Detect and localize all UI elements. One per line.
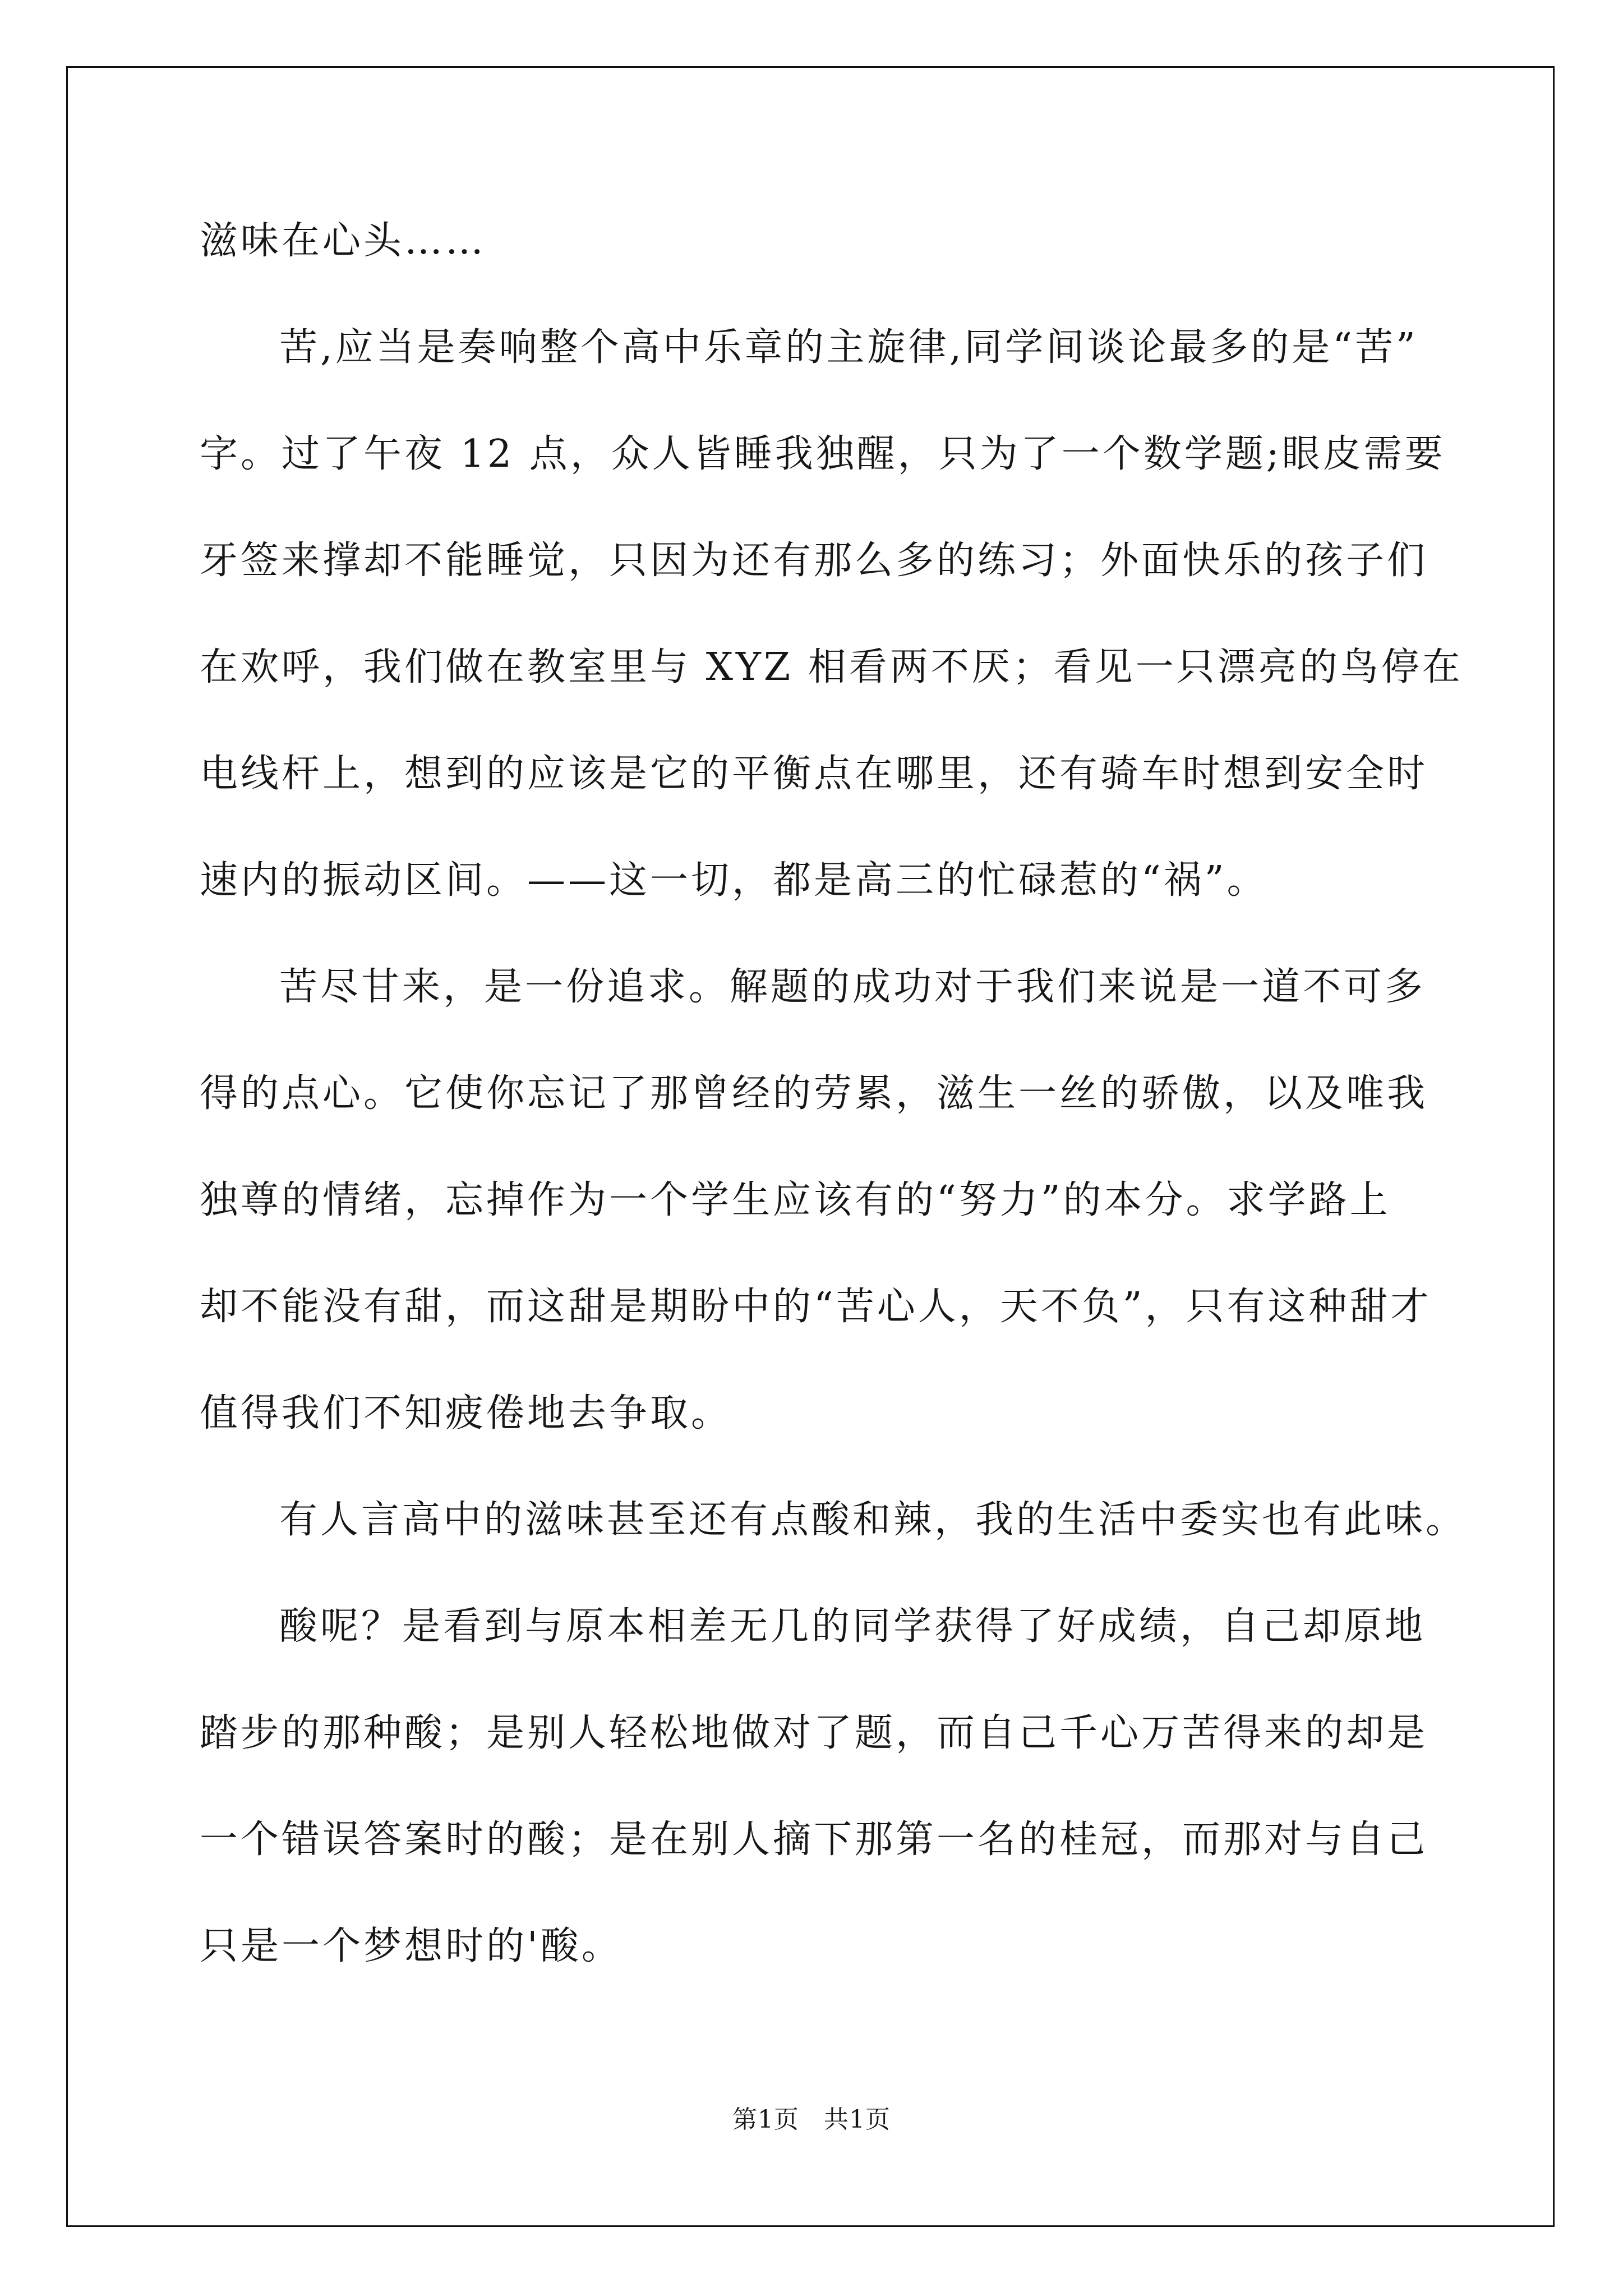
paragraph-4 — [200, 1600, 1433, 2026]
text-line: 牙签来撑却不能睡觉，只因为还有那么多的练习；外面快乐的孩子们 — [200, 539, 1428, 583]
text-line: 苦尽甘来，是一份追求。解题的成功对于我们来说是一道不可多 — [279, 965, 1426, 1009]
text-line: 酸呢？是看到与原本相差无几的同学获得了好成绩，自己却原地 — [279, 1604, 1426, 1649]
page-total: 共1页 — [824, 2105, 891, 2134]
paragraph-1 — [200, 321, 1463, 960]
text-line: 苦,应当是奏响整个高中乐章的主旋律,同学间谈论最多的是“苦” — [279, 325, 1418, 370]
text-line: 独尊的情绪，忘掉作为一个学生应该有的“努力”的本分。求学路上 — [200, 1178, 1391, 1222]
text-line: 字。过了午夜 12 点，众人皆睡我独醒，只为了一个数学题;眼皮需要 — [200, 432, 1446, 476]
paragraph-3 — [200, 1493, 1467, 1600]
paragraph-2 — [200, 960, 1433, 1493]
text-line: 电线杆上，想到的应该是它的平衡点在哪里，还有骑车时想到安全时 — [200, 752, 1428, 796]
text-line: 在欢呼，我们做在教室里与 XYZ 相看两不厌；看见一只漂亮的鸟停在 — [200, 645, 1463, 689]
text-line: 值得我们不知疲倦地去争取。 — [200, 1391, 732, 1435]
text-line: 一个错误答案时的酸；是在别人摘下那第一名的桂冠，而那对与自己 — [200, 1818, 1428, 1862]
text-line: 踏步的那种酸；是别人轻松地做对了题，而自己千心万苦得来的却是 — [200, 1711, 1428, 1755]
text-line: 速内的振动区间。——这一切，都是高三的忙碌惹的“祸”。 — [200, 858, 1268, 903]
text-line: 有人言高中的滋味甚至还有点酸和辣，我的生活中委实也有此味。 — [279, 1498, 1467, 1542]
text-line: 只是一个梦想时的'酸。 — [200, 1924, 623, 1968]
text-line: 得的点心。它使你忘记了那曾经的劳累，滋生一丝的骄傲，以及唯我 — [200, 1071, 1428, 1116]
document-body — [200, 214, 1467, 2026]
text-line: 却不能没有甜，而这甜是期盼中的“苦心人，天不负”，只有这种甜才 — [200, 1285, 1432, 1329]
page-number: 第1页 — [732, 2105, 799, 2134]
continuation-line: 滋味在心头…… — [200, 219, 487, 263]
page-footer — [0, 2099, 1623, 2135]
